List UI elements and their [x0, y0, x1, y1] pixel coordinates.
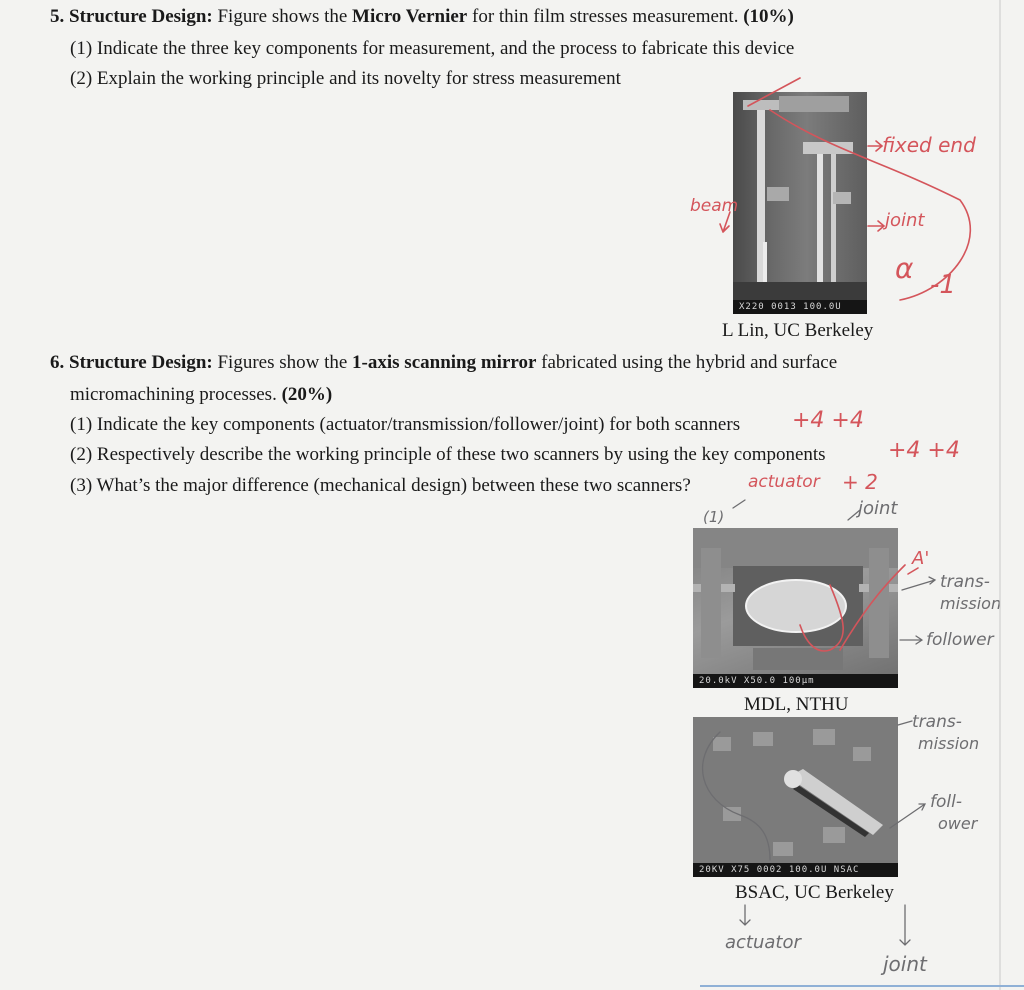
scanner-1-scale-bar: 20.0kV X50.0 100μm — [693, 674, 898, 688]
q6-heading — [50, 352, 837, 374]
annotation-transmission-2a: trans- — [912, 712, 962, 732]
annotation-score-1: +4 +4 — [792, 408, 864, 433]
q6-number: 6. — [50, 352, 65, 373]
q5-intro: Figure shows the — [217, 6, 348, 27]
annotation-figure-one: (1) — [703, 508, 725, 526]
annotation-score-2: +4 +4 — [888, 438, 960, 463]
annotation-a-prime: A' — [912, 548, 930, 569]
micro-vernier-scale-bar: X220 0013 100.0U — [733, 300, 867, 314]
q5-heading — [50, 6, 794, 28]
scanner-1-image — [693, 528, 898, 688]
scanner-2-scale-bar: 20KV X75 0002 100.0U NSAC — [693, 863, 898, 877]
annotation-follower-2a: foll- — [930, 792, 962, 812]
annotation-joint-q5: joint — [885, 210, 925, 231]
annotation-beam: beam — [690, 196, 739, 216]
q6-rest: fabricated using the hybrid and surface — [541, 352, 838, 373]
annotation-actuator-bottom: actuator — [725, 932, 801, 953]
q5-rest: for thin film stresses measurement. — [472, 6, 739, 27]
q6-item-2: (2) Respectively describe the working principle of these two scanners by using the key components — [70, 444, 826, 465]
annotation-follower-1: follower — [926, 630, 994, 650]
q6-item-3: (3) What’s the major difference (mechanical design) between these two scanners? — [70, 475, 691, 496]
annotation-joint-bottom: joint — [883, 952, 927, 976]
q5-image-credit: L Lin, UC Berkeley — [722, 320, 874, 341]
q6-line-2 — [70, 384, 332, 406]
q5-item-2: (2) Explain the working principle and its novelty for stress measurement — [70, 68, 621, 89]
annotation-transmission-2b: mission — [918, 734, 980, 753]
scanner-1-credit: MDL, NTHU — [744, 694, 849, 715]
q6-points: (20%) — [281, 384, 333, 405]
annotation-alpha-mark: α — [895, 252, 914, 285]
q5-label: Structure Design: — [69, 6, 213, 27]
annotation-fixed-end: fixed end — [882, 133, 976, 157]
q6-item-1: (1) Indicate the key components (actuator/transmission/follower/joint) for both scanners — [70, 414, 741, 435]
annotation-transmission-1a: trans- — [940, 572, 990, 592]
q5-number: 5. — [50, 6, 65, 27]
micro-vernier-image — [733, 92, 867, 314]
annotation-actuator-top: actuator — [748, 472, 820, 492]
annotation-transmission-1b: mission — [940, 594, 1002, 613]
q6-label: Structure Design: — [69, 352, 213, 373]
annotation-plus-two: + 2 — [842, 470, 878, 494]
q6-intro: Figures show the — [217, 352, 348, 373]
annotation-follower-2b: ower — [938, 814, 978, 833]
scanner-2-credit: BSAC, UC Berkeley — [735, 882, 894, 903]
q6-line2-text: micromachining processes. — [70, 384, 277, 405]
q5-item-1: (1) Indicate the three key components for measurement, and the process to fabricate this device — [70, 38, 795, 59]
annotation-joint-top: joint — [858, 498, 898, 519]
scanner-2-image — [693, 717, 898, 877]
q5-device: Micro Vernier — [352, 6, 468, 27]
q5-points: (10%) — [743, 6, 794, 27]
annotation-minus-one: -1 — [930, 270, 956, 300]
q6-device: 1-axis scanning mirror — [352, 352, 537, 373]
